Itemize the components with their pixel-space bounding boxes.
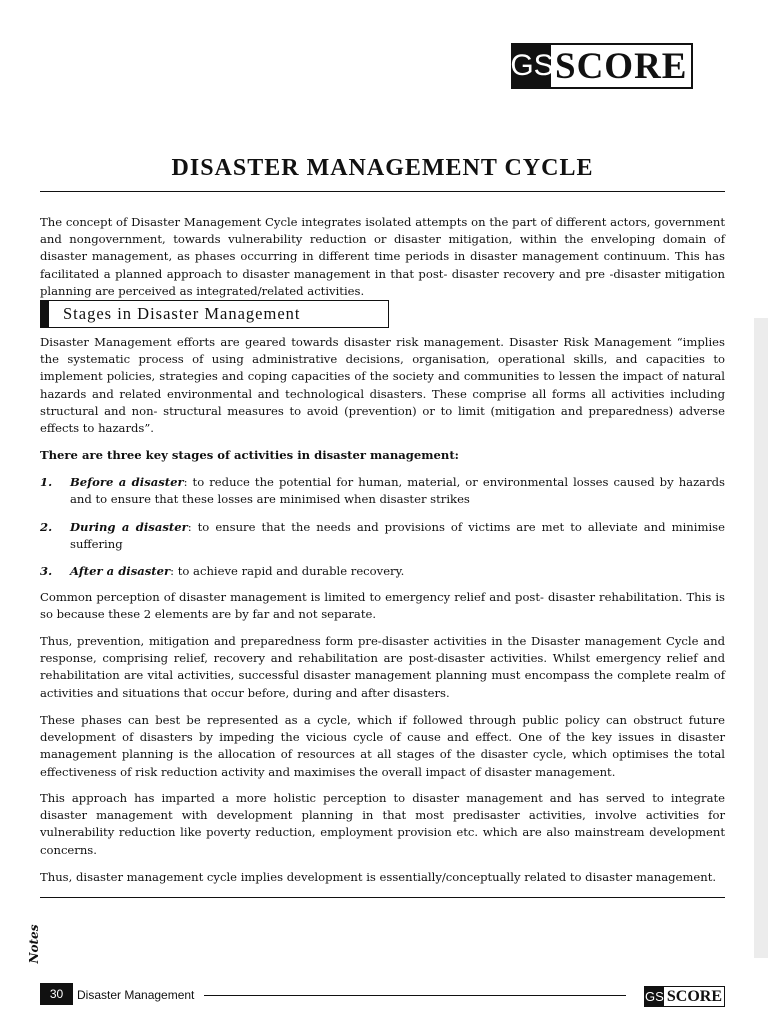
stage-text bbox=[70, 563, 725, 580]
footer-line bbox=[204, 995, 626, 996]
intro-paragraph: The concept of Disaster Management Cycle integrates isolated attempts on the part of different actors, government and nongovernment, towards vulnerability reduction or disaster mitigation, within the enveloping domain of disaster management, as phases occurring in different time periods in disaster management continuum. This has facilitated a planned approach to disaster management in that post- disaster recovery and pre -disaster mitigation planning are perceived as integrated/related activities. bbox=[40, 215, 725, 298]
stage-description: : to ensure that the needs and provisions of victims are met to alleviate and minimise suffering bbox=[70, 520, 725, 552]
section-heading: Stages in Disaster Management bbox=[63, 304, 301, 323]
notes-label: Notes bbox=[27, 924, 41, 964]
page-footer bbox=[40, 983, 725, 1007]
conclusion-paragraph: Thus, disaster management cycle implies development is essentially/conceptually related to disaster management. bbox=[40, 870, 717, 884]
phases-paragraph: These phases can best be represented as a cycle, which if followed through public policy can obstruct future development of disasters by impeding the vicious cycle of cause and effect. One of the key issues in disaster management planning is the allocation of resources at all stages of the disaster cycle, which optimises the total effectiveness of risk reduction activity and maximises the overall impact of disaster management. bbox=[40, 713, 725, 779]
approach-paragraph: This approach has imparted a more holistic perception to disaster management and has served to integrate disaster management with development planning in that most predisaster activities, involve activities for vulnerability reduction like poverty reduction, employment provision etc. which are also mainstream development concerns. bbox=[40, 791, 725, 857]
stage-item-after bbox=[40, 563, 725, 580]
stage-description: : to achieve rapid and durable recovery. bbox=[170, 564, 405, 578]
footer-logo-score: SCORE bbox=[666, 987, 722, 1005]
section-heading-bar bbox=[41, 301, 49, 327]
stage-item-during bbox=[40, 519, 725, 553]
scrollbar[interactable] bbox=[754, 318, 768, 958]
stage-number: 1. bbox=[40, 475, 53, 489]
page-title: DISASTER MANAGEMENT CYCLE bbox=[171, 155, 594, 181]
stage-term: During a disaster bbox=[70, 520, 188, 534]
stage-item-before bbox=[40, 474, 725, 508]
title-divider bbox=[40, 191, 725, 192]
stage-number: 2. bbox=[40, 520, 53, 534]
prevention-paragraph: Thus, prevention, mitigation and preparedness form pre-disaster activities in the Disaster management Cycle and response, comprising relief, recovery and rehabilitation are post-disaster activities. Whilst emergency relief and rehabilitation are vital activities, successful disaster management planning must encompass the complete realm of activities and situations that occur before, during and after disasters. bbox=[40, 634, 725, 700]
bottom-divider bbox=[40, 897, 725, 898]
stage-number: 3. bbox=[40, 564, 53, 578]
stage-term: Before a disaster bbox=[70, 475, 184, 489]
key-stages-heading: There are three key stages of activities in disaster management: bbox=[40, 448, 459, 462]
gs-score-logo bbox=[511, 43, 693, 89]
stage-text bbox=[70, 474, 725, 508]
page-number: 30 bbox=[40, 983, 73, 1005]
efforts-paragraph: Disaster Management efforts are geared towards disaster risk management. Disaster Risk Management “implies the systematic process of using administrative decisions, organisation, operational skills, and capacities to implement policies, strategies and coping capacities of the society and communities to lessen the impact of natural hazards and related environmental and technological disasters. These comprise all forms all activities including structural and non- structural measures to avoid (prevention) or to limit (mitigation and preparedness) adverse effects to hazards”. bbox=[40, 335, 725, 436]
common-perception-paragraph: Common perception of disaster management is limited to emergency relief and post- disaster rehabilitation. This is so because these 2 elements are by far and not separate. bbox=[40, 590, 725, 622]
footer-logo-gs: GS bbox=[644, 989, 664, 1004]
footer-title: Disaster Management bbox=[77, 988, 195, 1002]
stage-term: After a disaster bbox=[70, 564, 171, 578]
footer-logo bbox=[644, 986, 725, 1007]
stage-text bbox=[70, 519, 725, 553]
stage-description: : to reduce the potential for human, material, or environmental losses caused by hazards and to ensure that these losses are minimised when disaster strikes bbox=[70, 475, 726, 507]
section-heading-box bbox=[40, 300, 389, 328]
logo-gs: GS bbox=[513, 45, 551, 87]
logo-score: SCORE bbox=[555, 45, 688, 87]
